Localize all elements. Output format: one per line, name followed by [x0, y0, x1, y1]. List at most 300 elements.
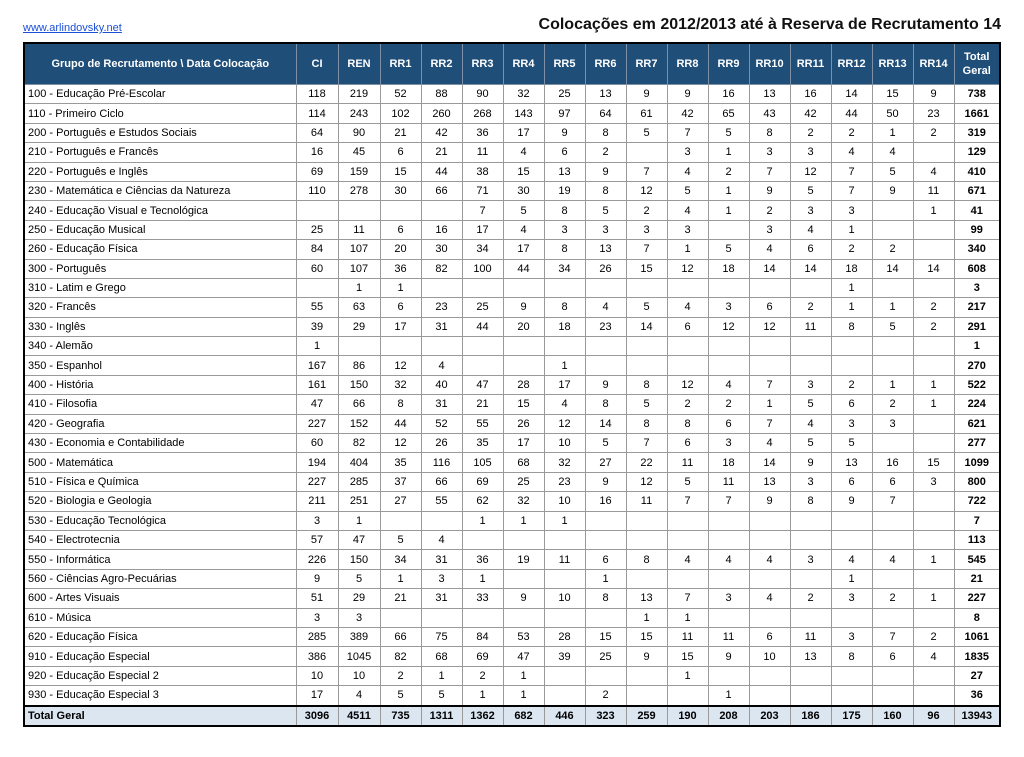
value-cell: 105	[462, 453, 503, 472]
value-cell: 4	[831, 143, 872, 162]
value-cell: 7	[872, 492, 913, 511]
value-cell: 4	[749, 589, 790, 608]
value-cell: 278	[338, 181, 380, 200]
value-cell	[585, 278, 626, 297]
value-cell: 7	[462, 201, 503, 220]
value-cell: 4	[749, 434, 790, 453]
value-cell: 12	[667, 375, 708, 394]
value-cell	[462, 530, 503, 549]
value-cell: 4	[790, 414, 831, 433]
value-cell: 35	[380, 453, 421, 472]
total-cell: 208	[708, 706, 749, 726]
value-cell	[913, 220, 954, 239]
value-cell: 1	[872, 298, 913, 317]
value-cell	[626, 143, 667, 162]
value-cell	[708, 337, 749, 356]
row-total-cell: 8	[954, 608, 1000, 627]
value-cell: 6	[749, 627, 790, 646]
value-cell: 37	[380, 472, 421, 491]
value-cell: 8	[626, 550, 667, 569]
table-row	[24, 181, 1000, 200]
value-cell	[872, 686, 913, 706]
value-cell: 32	[503, 85, 544, 104]
value-cell: 97	[544, 104, 585, 123]
value-cell: 2	[790, 123, 831, 142]
value-cell	[872, 511, 913, 530]
value-cell: 62	[462, 492, 503, 511]
value-cell: 14	[913, 259, 954, 278]
value-cell	[626, 530, 667, 549]
row-total-cell: 113	[954, 530, 1000, 549]
value-cell	[585, 608, 626, 627]
value-cell	[585, 511, 626, 530]
value-cell	[462, 337, 503, 356]
value-cell: 3	[296, 511, 338, 530]
value-cell: 1	[421, 666, 462, 685]
value-cell: 15	[585, 627, 626, 646]
value-cell: 30	[380, 181, 421, 200]
value-cell: 26	[503, 414, 544, 433]
value-cell: 4	[338, 686, 380, 706]
row-total-cell: 722	[954, 492, 1000, 511]
value-cell: 1	[831, 569, 872, 588]
value-cell	[913, 666, 954, 685]
value-cell: 42	[667, 104, 708, 123]
value-cell: 161	[296, 375, 338, 394]
value-cell: 9	[790, 453, 831, 472]
value-cell	[749, 686, 790, 706]
value-cell: 86	[338, 356, 380, 375]
value-cell: 1	[831, 298, 872, 317]
value-cell: 15	[626, 627, 667, 646]
total-row	[24, 706, 1000, 726]
table-row	[24, 395, 1000, 414]
value-cell: 3	[667, 220, 708, 239]
value-cell: 26	[585, 259, 626, 278]
value-cell: 1	[462, 686, 503, 706]
value-cell: 29	[338, 317, 380, 336]
value-cell: 90	[462, 85, 503, 104]
total-cell: 323	[585, 706, 626, 726]
value-cell	[338, 201, 380, 220]
value-cell: 11	[626, 492, 667, 511]
value-cell: 114	[296, 104, 338, 123]
value-cell: 5	[338, 569, 380, 588]
value-cell: 16	[790, 85, 831, 104]
value-cell: 211	[296, 492, 338, 511]
group-cell: 340 - Alemão	[24, 337, 296, 356]
value-cell: 1	[749, 395, 790, 414]
value-cell: 5	[626, 298, 667, 317]
value-cell: 64	[585, 104, 626, 123]
value-cell: 3	[790, 375, 831, 394]
group-cell: 350 - Espanhol	[24, 356, 296, 375]
value-cell: 11	[667, 627, 708, 646]
value-cell	[872, 201, 913, 220]
table-row	[24, 298, 1000, 317]
value-cell: 167	[296, 356, 338, 375]
value-cell: 65	[708, 104, 749, 123]
value-cell: 6	[790, 240, 831, 259]
value-cell: 20	[380, 240, 421, 259]
value-cell	[585, 530, 626, 549]
value-cell: 69	[462, 472, 503, 491]
value-cell: 7	[626, 240, 667, 259]
value-cell	[831, 686, 872, 706]
value-cell: 9	[585, 472, 626, 491]
value-cell: 16	[585, 492, 626, 511]
table-row	[24, 530, 1000, 549]
value-cell	[421, 511, 462, 530]
value-cell: 3	[872, 414, 913, 433]
value-cell: 3	[585, 220, 626, 239]
value-cell	[831, 666, 872, 685]
row-total-cell: 277	[954, 434, 1000, 453]
table-row	[24, 472, 1000, 491]
value-cell: 2	[831, 375, 872, 394]
value-cell: 47	[296, 395, 338, 414]
table-row	[24, 666, 1000, 685]
value-cell: 9	[585, 375, 626, 394]
column-header: RR12	[831, 43, 872, 85]
value-cell: 2	[913, 627, 954, 646]
value-cell: 88	[421, 85, 462, 104]
value-cell: 17	[503, 123, 544, 142]
value-cell: 50	[872, 104, 913, 123]
value-cell: 71	[462, 181, 503, 200]
total-cell: 3096	[296, 706, 338, 726]
value-cell: 2	[585, 686, 626, 706]
row-total-cell: 671	[954, 181, 1000, 200]
value-cell: 15	[503, 395, 544, 414]
value-cell: 3	[544, 220, 585, 239]
value-cell: 18	[708, 453, 749, 472]
value-cell	[503, 608, 544, 627]
value-cell: 69	[462, 647, 503, 666]
value-cell: 10	[544, 589, 585, 608]
value-cell: 6	[872, 647, 913, 666]
value-cell: 7	[749, 162, 790, 181]
value-cell: 4	[913, 162, 954, 181]
value-cell	[831, 608, 872, 627]
value-cell	[503, 337, 544, 356]
value-cell: 3	[708, 589, 749, 608]
row-total-cell: 7	[954, 511, 1000, 530]
value-cell: 14	[831, 85, 872, 104]
total-cell: 1362	[462, 706, 503, 726]
value-cell: 1	[913, 201, 954, 220]
value-cell: 5	[380, 686, 421, 706]
value-cell: 6	[544, 143, 585, 162]
value-cell: 102	[380, 104, 421, 123]
value-cell: 243	[338, 104, 380, 123]
value-cell: 68	[503, 453, 544, 472]
value-cell: 2	[462, 666, 503, 685]
value-cell: 110	[296, 181, 338, 200]
table-row	[24, 317, 1000, 336]
value-cell: 16	[296, 143, 338, 162]
value-cell	[749, 608, 790, 627]
value-cell: 13	[790, 647, 831, 666]
value-cell: 11	[708, 627, 749, 646]
value-cell: 1	[338, 511, 380, 530]
table-header	[24, 43, 1000, 85]
value-cell: 52	[421, 414, 462, 433]
value-cell	[585, 666, 626, 685]
value-cell: 16	[708, 85, 749, 104]
value-cell: 47	[503, 647, 544, 666]
value-cell: 159	[338, 162, 380, 181]
value-cell	[544, 686, 585, 706]
row-total-cell: 36	[954, 686, 1000, 706]
table-row	[24, 220, 1000, 239]
value-cell: 4	[544, 395, 585, 414]
value-cell: 9	[872, 181, 913, 200]
row-total-cell: 224	[954, 395, 1000, 414]
row-total-cell: 738	[954, 85, 1000, 104]
value-cell: 39	[544, 647, 585, 666]
value-cell: 16	[421, 220, 462, 239]
value-cell	[380, 201, 421, 220]
row-total-cell: 21	[954, 569, 1000, 588]
value-cell	[872, 356, 913, 375]
value-cell	[913, 608, 954, 627]
value-cell: 2	[790, 589, 831, 608]
value-cell: 10	[749, 647, 790, 666]
value-cell: 4	[708, 550, 749, 569]
value-cell: 14	[872, 259, 913, 278]
row-total-cell: 608	[954, 259, 1000, 278]
column-header: RR9	[708, 43, 749, 85]
row-total-cell: 99	[954, 220, 1000, 239]
row-total-cell: 217	[954, 298, 1000, 317]
value-cell: 18	[544, 317, 585, 336]
value-cell: 3	[749, 220, 790, 239]
value-cell	[831, 337, 872, 356]
value-cell: 1	[667, 240, 708, 259]
page-title: Colocações em 2012/2013 até à Reserva de Recrutamento 14	[538, 16, 1001, 33]
value-cell: 68	[421, 647, 462, 666]
value-cell	[790, 278, 831, 297]
group-cell: 330 - Inglês	[24, 317, 296, 336]
value-cell	[380, 608, 421, 627]
value-cell: 1	[708, 686, 749, 706]
value-cell	[708, 530, 749, 549]
value-cell: 226	[296, 550, 338, 569]
value-cell: 1	[296, 337, 338, 356]
value-cell: 9	[749, 492, 790, 511]
value-cell: 8	[831, 647, 872, 666]
value-cell: 6	[708, 414, 749, 433]
row-total-cell: 3	[954, 278, 1000, 297]
value-cell: 4	[708, 375, 749, 394]
value-cell	[544, 666, 585, 685]
value-cell: 29	[338, 589, 380, 608]
value-cell: 260	[421, 104, 462, 123]
value-cell: 8	[380, 395, 421, 414]
total-cell: 446	[544, 706, 585, 726]
value-cell: 2	[872, 589, 913, 608]
value-cell: 3	[913, 472, 954, 491]
value-cell: 16	[872, 453, 913, 472]
value-cell: 40	[421, 375, 462, 394]
value-cell: 3	[708, 434, 749, 453]
value-cell: 17	[544, 375, 585, 394]
value-cell	[913, 240, 954, 259]
column-header: RR10	[749, 43, 790, 85]
value-cell: 8	[749, 123, 790, 142]
value-cell: 10	[338, 666, 380, 685]
value-cell: 9	[626, 647, 667, 666]
value-cell: 7	[749, 375, 790, 394]
value-cell: 11	[913, 181, 954, 200]
value-cell: 11	[667, 453, 708, 472]
page-header	[23, 14, 1001, 40]
value-cell: 2	[380, 666, 421, 685]
value-cell	[708, 356, 749, 375]
value-cell: 1	[708, 143, 749, 162]
value-cell: 28	[503, 375, 544, 394]
value-cell: 13	[585, 85, 626, 104]
value-cell: 11	[462, 143, 503, 162]
value-cell: 4	[831, 550, 872, 569]
value-cell: 31	[421, 395, 462, 414]
value-cell: 33	[462, 589, 503, 608]
value-cell	[585, 337, 626, 356]
header-row	[24, 43, 1000, 85]
total-label: Total Geral	[24, 706, 296, 726]
total-cell: 175	[831, 706, 872, 726]
total-cell: 1311	[421, 706, 462, 726]
value-cell	[872, 608, 913, 627]
value-cell: 3	[790, 550, 831, 569]
value-cell: 23	[913, 104, 954, 123]
value-cell	[790, 356, 831, 375]
value-cell: 2	[790, 298, 831, 317]
column-header: CI	[296, 43, 338, 85]
value-cell: 6	[749, 298, 790, 317]
value-cell: 150	[338, 375, 380, 394]
column-header: RR8	[667, 43, 708, 85]
value-cell	[913, 337, 954, 356]
column-header: Total Geral	[954, 43, 1000, 85]
group-cell: 250 - Educação Musical	[24, 220, 296, 239]
group-cell: 300 - Português	[24, 259, 296, 278]
value-cell	[296, 278, 338, 297]
column-header: RR14	[913, 43, 954, 85]
value-cell: 5	[585, 434, 626, 453]
value-cell: 2	[831, 240, 872, 259]
value-cell: 15	[503, 162, 544, 181]
value-cell: 21	[380, 123, 421, 142]
value-cell: 9	[913, 85, 954, 104]
group-cell: 420 - Geografia	[24, 414, 296, 433]
value-cell: 15	[626, 259, 667, 278]
value-cell: 1	[380, 569, 421, 588]
value-cell: 6	[831, 395, 872, 414]
value-cell	[544, 278, 585, 297]
value-cell	[667, 686, 708, 706]
value-cell	[544, 530, 585, 549]
value-cell: 10	[544, 434, 585, 453]
group-cell: 520 - Biologia e Geologia	[24, 492, 296, 511]
value-cell	[421, 608, 462, 627]
value-cell: 5	[872, 162, 913, 181]
value-cell: 8	[667, 414, 708, 433]
value-cell: 64	[296, 123, 338, 142]
value-cell: 66	[338, 395, 380, 414]
site-link[interactable]: www.arlindovsky.net	[23, 22, 122, 34]
value-cell: 1	[667, 608, 708, 627]
value-cell	[626, 666, 667, 685]
value-cell: 13	[626, 589, 667, 608]
value-cell: 7	[626, 434, 667, 453]
total-cell: 259	[626, 706, 667, 726]
value-cell	[626, 686, 667, 706]
group-cell: 210 - Português e Francês	[24, 143, 296, 162]
value-cell: 30	[503, 181, 544, 200]
value-cell	[708, 608, 749, 627]
value-cell: 31	[421, 589, 462, 608]
value-cell	[790, 569, 831, 588]
value-cell: 5	[585, 201, 626, 220]
value-cell: 31	[421, 550, 462, 569]
value-cell: 5	[790, 395, 831, 414]
value-cell: 18	[831, 259, 872, 278]
column-header: RR11	[790, 43, 831, 85]
value-cell	[626, 356, 667, 375]
value-cell: 9	[749, 181, 790, 200]
column-header: RR13	[872, 43, 913, 85]
table-row	[24, 375, 1000, 394]
value-cell: 152	[338, 414, 380, 433]
value-cell	[626, 337, 667, 356]
value-cell: 19	[544, 181, 585, 200]
table-row	[24, 453, 1000, 472]
value-cell	[872, 666, 913, 685]
value-cell: 20	[503, 317, 544, 336]
value-cell: 1	[585, 569, 626, 588]
value-cell	[831, 511, 872, 530]
column-header: RR6	[585, 43, 626, 85]
value-cell	[667, 356, 708, 375]
value-cell: 6	[380, 298, 421, 317]
value-cell: 1	[544, 356, 585, 375]
value-cell: 107	[338, 259, 380, 278]
value-cell: 404	[338, 453, 380, 472]
value-cell: 27	[585, 453, 626, 472]
group-cell: 200 - Português e Estudos Sociais	[24, 123, 296, 142]
value-cell	[462, 608, 503, 627]
group-cell: 410 - Filosofia	[24, 395, 296, 414]
value-cell: 26	[421, 434, 462, 453]
value-cell: 25	[503, 472, 544, 491]
value-cell	[667, 511, 708, 530]
group-cell: 430 - Economia e Contabilidade	[24, 434, 296, 453]
total-cell: 735	[380, 706, 421, 726]
value-cell: 268	[462, 104, 503, 123]
row-total-cell: 129	[954, 143, 1000, 162]
group-cell: 910 - Educação Especial	[24, 647, 296, 666]
value-cell: 4	[749, 550, 790, 569]
value-cell: 82	[380, 647, 421, 666]
table-row	[24, 162, 1000, 181]
value-cell: 15	[872, 85, 913, 104]
value-cell	[872, 278, 913, 297]
value-cell	[872, 220, 913, 239]
value-cell: 5	[667, 472, 708, 491]
value-cell: 4	[790, 220, 831, 239]
